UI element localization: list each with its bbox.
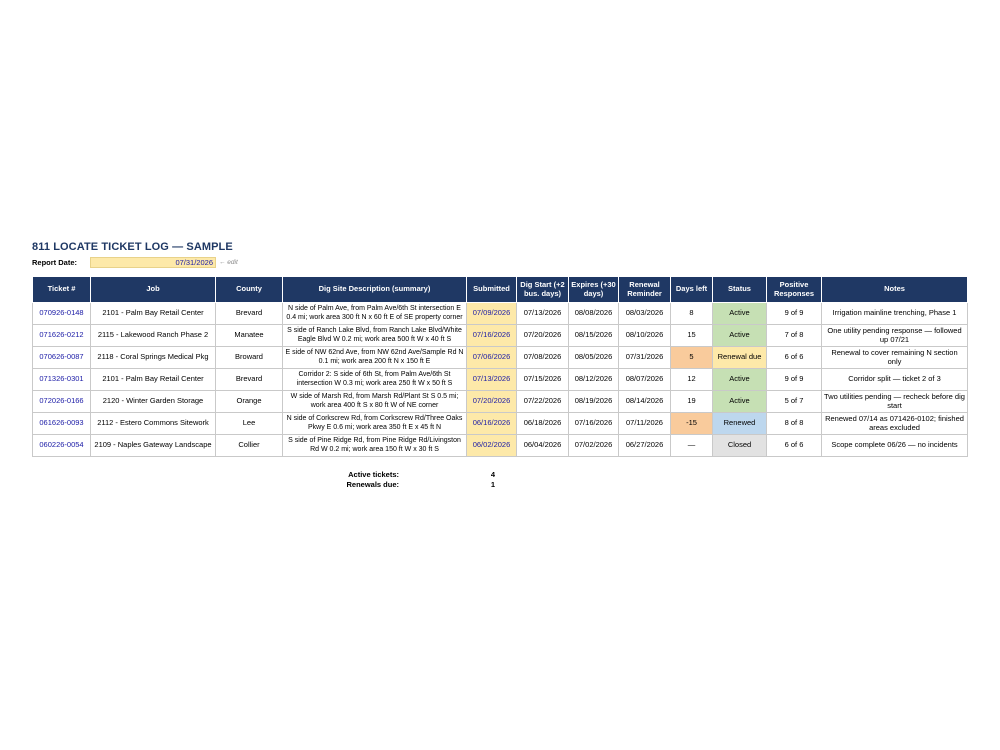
col-header-county: County [216, 277, 283, 303]
positive-responses-cell[interactable]: 7 of 8 [767, 325, 822, 347]
dig-start-cell[interactable]: 07/08/2026 [517, 347, 569, 369]
positive-responses-cell[interactable]: 9 of 9 [767, 303, 822, 325]
col-header-ticket: Ticket # [33, 277, 91, 303]
renewal-reminder-cell[interactable]: 08/14/2026 [619, 391, 671, 413]
ticket-number-cell[interactable]: 060226-0054 [33, 435, 91, 457]
notes-cell[interactable]: Irrigation mainline trenching, Phase 1 [822, 303, 968, 325]
active-tickets-value[interactable]: 4 [490, 470, 495, 479]
table-row [33, 325, 968, 347]
expires-cell[interactable]: 08/12/2026 [569, 369, 619, 391]
expires-cell[interactable]: 07/16/2026 [569, 413, 619, 435]
ticket-number-cell[interactable]: 070926-0148 [33, 303, 91, 325]
col-header-submitted: Submitted [467, 277, 517, 303]
table-row [33, 413, 968, 435]
county-cell[interactable]: Brevard [216, 369, 283, 391]
renewals-due-row [288, 480, 967, 490]
notes-cell[interactable]: Renewed 07/14 as 071426-0102; finished areas excluded [822, 413, 968, 435]
county-cell[interactable]: Brevard [216, 303, 283, 325]
days-left-cell[interactable]: 5 [671, 347, 713, 369]
report-date-input[interactable]: 07/31/2026 [90, 257, 216, 268]
expires-cell[interactable]: 08/08/2026 [569, 303, 619, 325]
renewal-reminder-cell[interactable]: 08/10/2026 [619, 325, 671, 347]
days-left-cell[interactable]: 12 [671, 369, 713, 391]
renewals-due-value[interactable]: 1 [490, 480, 495, 489]
county-cell[interactable]: Orange [216, 391, 283, 413]
status-cell[interactable]: Active [713, 325, 767, 347]
dig-start-cell[interactable]: 07/13/2026 [517, 303, 569, 325]
notes-cell[interactable]: Scope complete 06/26 — no incidents [822, 435, 968, 457]
renewals-due-label: Renewals due: [346, 480, 399, 489]
active-tickets-row [288, 470, 967, 480]
ticket-number-cell[interactable]: 072026-0166 [33, 391, 91, 413]
col-header-notes: Notes [822, 277, 968, 303]
renewal-reminder-cell[interactable]: 08/07/2026 [619, 369, 671, 391]
description-cell[interactable]: N side of Corkscrew Rd, from Corkscrew Rd/Three Oaks Pkwy E 0.6 mi; work area 350 ft E x 45 ft N [283, 413, 467, 435]
days-left-cell[interactable]: — [671, 435, 713, 457]
job-cell[interactable]: 2118 - Coral Springs Medical Pkg [91, 347, 216, 369]
header-row [33, 277, 968, 303]
report-date-row [32, 256, 967, 269]
submitted-cell[interactable]: 06/02/2026 [467, 435, 517, 457]
table-row [33, 347, 968, 369]
report-date-label: Report Date: [32, 258, 78, 267]
description-cell[interactable]: S side of Ranch Lake Blvd, from Ranch Lake Blvd/White Eagle Blvd W 0.2 mi; work area 500 ft W x 40 ft S [283, 325, 467, 347]
job-cell[interactable]: 2120 - Winter Garden Storage [91, 391, 216, 413]
job-cell[interactable]: 2112 - Estero Commons Sitework [91, 413, 216, 435]
dig-start-cell[interactable]: 06/18/2026 [517, 413, 569, 435]
status-cell[interactable]: Active [713, 303, 767, 325]
positive-responses-cell[interactable]: 6 of 6 [767, 435, 822, 457]
notes-cell[interactable]: One utility pending response — followed up 07/21 [822, 325, 968, 347]
description-cell[interactable]: Corridor 2: S side of 6th St, from Palm Ave/6th St intersection W 0.3 mi; work area 250 ft W x 50 ft S [283, 369, 467, 391]
submitted-cell[interactable]: 07/20/2026 [467, 391, 517, 413]
status-cell[interactable]: Renewal due [713, 347, 767, 369]
col-header-description: Dig Site Description (summary) [283, 277, 467, 303]
county-cell[interactable]: Collier [216, 435, 283, 457]
status-cell[interactable]: Active [713, 391, 767, 413]
expires-cell[interactable]: 08/05/2026 [569, 347, 619, 369]
col-header-positive-responses: Positive Responses [767, 277, 822, 303]
renewal-reminder-cell[interactable]: 08/03/2026 [619, 303, 671, 325]
expires-cell[interactable]: 08/15/2026 [569, 325, 619, 347]
positive-responses-cell[interactable]: 9 of 9 [767, 369, 822, 391]
dig-start-cell[interactable]: 07/15/2026 [517, 369, 569, 391]
positive-responses-cell[interactable]: 5 of 7 [767, 391, 822, 413]
dig-start-cell[interactable]: 07/22/2026 [517, 391, 569, 413]
description-cell[interactable]: S side of Pine Ridge Rd, from Pine Ridge Rd/Livingston Rd W 0.2 mi; work area 150 ft W x 30 ft S [283, 435, 467, 457]
summary-block [288, 470, 967, 490]
status-cell[interactable]: Closed [713, 435, 767, 457]
table-row [33, 303, 968, 325]
ticket-number-cell[interactable]: 070626-0087 [33, 347, 91, 369]
col-header-expires: Expires (+30 days) [569, 277, 619, 303]
submitted-cell[interactable]: 07/13/2026 [467, 369, 517, 391]
days-left-cell[interactable]: 8 [671, 303, 713, 325]
col-header-dig-start: Dig Start (+2 bus. days) [517, 277, 569, 303]
dig-start-cell[interactable]: 07/20/2026 [517, 325, 569, 347]
renewal-reminder-cell[interactable]: 06/27/2026 [619, 435, 671, 457]
ticket-table [32, 276, 968, 457]
col-header-days-left: Days left [671, 277, 713, 303]
county-cell[interactable]: Lee [216, 413, 283, 435]
description-cell[interactable]: N side of Palm Ave, from Palm Ave/6th St intersection E 0.4 mi; work area 300 ft N x 60 ft E of SE property corner [283, 303, 467, 325]
col-header-renewal-reminder: Renewal Reminder [619, 277, 671, 303]
renewal-reminder-cell[interactable]: 07/11/2026 [619, 413, 671, 435]
positive-responses-cell[interactable]: 6 of 6 [767, 347, 822, 369]
edit-hint: ← edit [219, 259, 238, 266]
submitted-cell[interactable]: 07/06/2026 [467, 347, 517, 369]
ticket-number-cell[interactable]: 061626-0093 [33, 413, 91, 435]
ticket-number-cell[interactable]: 071626-0212 [33, 325, 91, 347]
status-cell[interactable]: Renewed [713, 413, 767, 435]
notes-cell[interactable]: Corridor split — ticket 2 of 3 [822, 369, 968, 391]
job-cell[interactable]: 2101 - Palm Bay Retail Center [91, 369, 216, 391]
job-cell[interactable]: 2101 - Palm Bay Retail Center [91, 303, 216, 325]
description-cell[interactable]: E side of NW 62nd Ave, from NW 62nd Ave/Sample Rd N 0.1 mi; work area 200 ft N x 150 ft E [283, 347, 467, 369]
expires-cell[interactable]: 07/02/2026 [569, 435, 619, 457]
notes-cell[interactable]: Two utilities pending — recheck before dig start [822, 391, 968, 413]
table-row [33, 391, 968, 413]
ticket-number-cell[interactable]: 071326-0301 [33, 369, 91, 391]
table-row [33, 369, 968, 391]
submitted-cell[interactable]: 07/16/2026 [467, 325, 517, 347]
days-left-cell[interactable]: 19 [671, 391, 713, 413]
positive-responses-cell[interactable]: 8 of 8 [767, 413, 822, 435]
dig-start-cell[interactable]: 06/04/2026 [517, 435, 569, 457]
county-cell[interactable]: Broward [216, 347, 283, 369]
expires-cell[interactable]: 08/19/2026 [569, 391, 619, 413]
status-cell[interactable]: Active [713, 369, 767, 391]
sheet-title: 811 LOCATE TICKET LOG — SAMPLE [32, 241, 233, 253]
notes-cell[interactable]: Renewal to cover remaining N section only [822, 347, 968, 369]
col-header-job: Job [91, 277, 216, 303]
renewal-reminder-cell[interactable]: 07/31/2026 [619, 347, 671, 369]
county-cell[interactable]: Manatee [216, 325, 283, 347]
days-left-cell[interactable]: -15 [671, 413, 713, 435]
table-row [33, 435, 968, 457]
days-left-cell[interactable]: 15 [671, 325, 713, 347]
col-header-status: Status [713, 277, 767, 303]
description-cell[interactable]: W side of Marsh Rd, from Marsh Rd/Plant St S 0.5 mi; work area 400 ft S x 80 ft W of NE corner [283, 391, 467, 413]
submitted-cell[interactable]: 06/16/2026 [467, 413, 517, 435]
job-cell[interactable]: 2109 - Naples Gateway Landscape [91, 435, 216, 457]
ticket-log-sheet [32, 241, 967, 490]
job-cell[interactable]: 2115 - Lakewood Ranch Phase 2 [91, 325, 216, 347]
submitted-cell[interactable]: 07/09/2026 [467, 303, 517, 325]
active-tickets-label: Active tickets: [348, 470, 399, 479]
